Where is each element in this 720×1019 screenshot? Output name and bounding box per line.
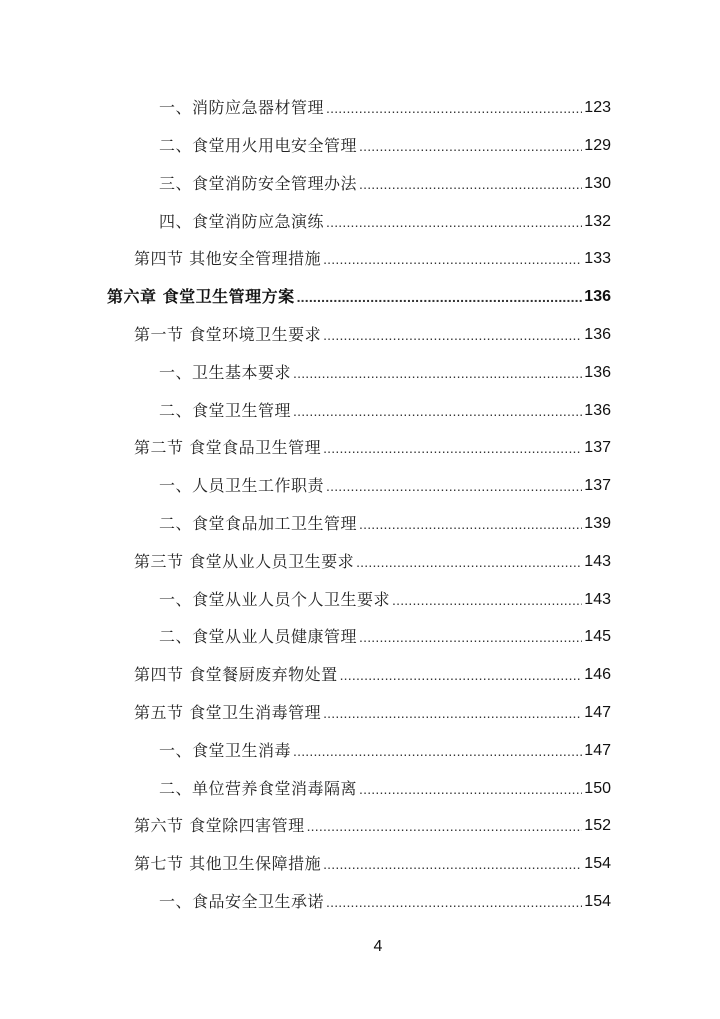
- toc-entry-title: 第五节 食堂卫生消毒管理: [134, 703, 322, 722]
- toc-entry-title: 四、食堂消防应急演练: [159, 212, 325, 231]
- toc-leader-dots: [359, 627, 582, 647]
- toc-entry-page: 154: [584, 893, 611, 910]
- toc-entry[interactable]: [159, 775, 611, 799]
- toc-entry-page: 145: [584, 628, 611, 645]
- toc-entry-page: 130: [584, 175, 611, 192]
- toc-leader-dots: [297, 287, 583, 307]
- toc-entry-page: 136: [584, 288, 611, 305]
- toc-leader-dots: [359, 136, 582, 156]
- toc-entry-page: 152: [584, 817, 611, 834]
- toc-entry[interactable]: [134, 812, 611, 836]
- toc-entry-page: 136: [584, 364, 611, 381]
- toc-entry-title: 第二节 食堂食品卫生管理: [134, 438, 322, 457]
- toc-entry-page: 132: [584, 213, 611, 230]
- toc-entry-page: 129: [584, 137, 611, 154]
- toc-entry-title: 二、食堂食品加工卫生管理: [159, 514, 358, 533]
- toc-entry[interactable]: [159, 586, 611, 610]
- toc-entry[interactable]: [134, 548, 611, 572]
- toc-entry[interactable]: [134, 699, 611, 723]
- toc-entry-title: 一、食堂从业人员个人卫生要求: [159, 590, 391, 609]
- toc-entry-page: 147: [584, 704, 611, 721]
- toc-entry[interactable]: [159, 170, 611, 194]
- toc-entry-title: 一、食堂卫生消毒: [159, 741, 292, 760]
- toc-leader-dots: [293, 741, 582, 761]
- toc-entry-title: 一、消防应急器材管理: [159, 98, 325, 117]
- toc-entry-title: 一、人员卫生工作职责: [159, 476, 325, 495]
- toc-leader-dots: [359, 779, 582, 799]
- toc-entry[interactable]: [159, 208, 611, 232]
- toc-leader-dots: [323, 703, 582, 723]
- toc-entry-chapter[interactable]: [107, 283, 611, 307]
- toc-entry[interactable]: [159, 510, 611, 534]
- toc-entry-title: 一、食品安全卫生承诺: [159, 892, 325, 911]
- toc-entry-page: 154: [584, 855, 611, 872]
- toc-entry-title: 一、卫生基本要求: [159, 363, 292, 382]
- toc-leader-dots: [359, 174, 582, 194]
- toc-entry-page: 133: [584, 250, 611, 267]
- toc-entry-page: 137: [584, 439, 611, 456]
- toc-leader-dots: [392, 590, 582, 610]
- page-number: 4: [373, 938, 383, 955]
- toc-entry-title: 二、食堂卫生管理: [159, 401, 292, 420]
- toc-entry[interactable]: [134, 245, 611, 269]
- toc-entry[interactable]: [159, 397, 611, 421]
- toc-entry-title: 三、食堂消防安全管理办法: [159, 174, 358, 193]
- toc-entry[interactable]: [134, 661, 611, 685]
- toc-entry-title: 第四节 其他安全管理措施: [134, 249, 322, 268]
- toc-entry-page: 136: [584, 326, 611, 343]
- toc-entry-title: 第三节 食堂从业人员卫生要求: [134, 552, 355, 571]
- toc-leader-dots: [326, 212, 582, 232]
- toc-leader-dots: [340, 665, 583, 685]
- toc-leader-dots: [323, 854, 582, 874]
- toc-entry[interactable]: [134, 850, 611, 874]
- toc-entry-page: 137: [584, 477, 611, 494]
- toc-entry-title: 第六节 食堂除四害管理: [134, 816, 305, 835]
- toc-leader-dots: [323, 325, 582, 345]
- toc-entry[interactable]: [159, 132, 611, 156]
- toc-entry-page: 136: [584, 402, 611, 419]
- toc-leader-dots: [293, 401, 582, 421]
- toc-entry-title: 第六章 食堂卫生管理方案: [107, 287, 295, 306]
- toc-leader-dots: [293, 363, 582, 383]
- toc-entry-page: 123: [584, 99, 611, 116]
- toc-leader-dots: [323, 438, 582, 458]
- toc-entry[interactable]: [159, 623, 611, 647]
- toc-entry[interactable]: [159, 737, 611, 761]
- toc-entry-page: 150: [584, 780, 611, 797]
- toc-entry-page: 147: [584, 742, 611, 759]
- toc-entry-page: 146: [584, 666, 611, 683]
- toc-leader-dots: [326, 98, 582, 118]
- toc-leader-dots: [356, 552, 582, 572]
- toc-entry-title: 第四节 食堂餐厨废弃物处置: [134, 665, 338, 684]
- toc-entry-title: 第七节 其他卫生保障措施: [134, 854, 322, 873]
- toc-entry-page: 143: [584, 591, 611, 608]
- toc-entry-title: 第一节 食堂环境卫生要求: [134, 325, 322, 344]
- toc-entry[interactable]: [134, 321, 611, 345]
- toc-entry-title: 二、食堂用火用电安全管理: [159, 136, 358, 155]
- toc-entry-page: 143: [584, 553, 611, 570]
- toc-entry-page: 139: [584, 515, 611, 532]
- toc-entry[interactable]: [159, 94, 611, 118]
- toc-leader-dots: [359, 514, 582, 534]
- toc-entry[interactable]: [134, 434, 611, 458]
- toc-leader-dots: [326, 476, 582, 496]
- toc-entry-title: 二、单位营养食堂消毒隔离: [159, 779, 358, 798]
- toc-entry[interactable]: [159, 359, 611, 383]
- toc-leader-dots: [323, 249, 582, 269]
- toc-leader-dots: [326, 892, 582, 912]
- toc-entry[interactable]: [159, 472, 611, 496]
- toc-entry-title: 二、食堂从业人员健康管理: [159, 627, 358, 646]
- toc-leader-dots: [307, 816, 583, 836]
- toc-entry[interactable]: [159, 888, 611, 912]
